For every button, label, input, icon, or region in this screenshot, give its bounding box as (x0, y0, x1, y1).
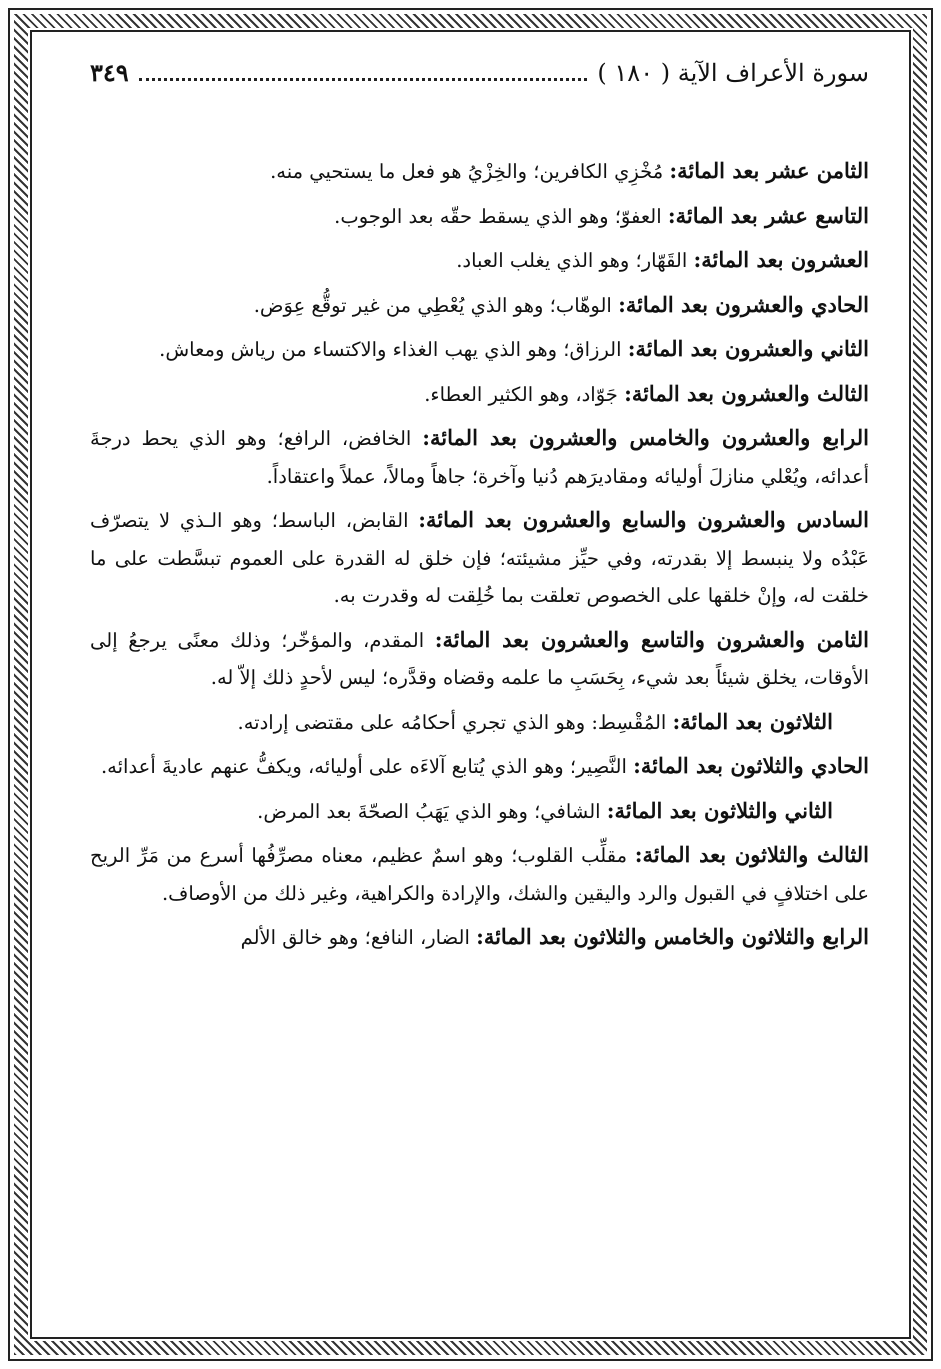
paragraph: الثلاثون بعد المائة: المُقْسِط: وهو الذي تجري أحكامُه على مقتضى إرادته. (237, 708, 833, 734)
paragraph: العشرون بعد المائة: القَهّار؛ وهو الذي يغلب العباد. (456, 247, 869, 272)
paragraph: الحادي والثلاثون بعد المائة: النَّصِير؛ وهو الذي يُتابع آلاءَه على أوليائه، ويكفُّ عنهم عاديةَ أعدائه. (100, 753, 869, 778)
chapter-title: سورة الأعراف الآية ( ١٨٠ ) (597, 59, 869, 87)
paragraph: الثاني والعشرون بعد المائة: الرزاق؛ وهو الذي يهب الغذاء والاكتساء من رياش ومعاش. (159, 336, 869, 361)
body-text (90, 152, 869, 957)
paragraph: التاسع عشر بعد المائة: العفوّ؛ وهو الذي يسقط حقّه بعد الوجوب. (334, 202, 869, 228)
paragraph: السادس والعشرون والسابع والعشرون بعد المائة: القابض، الباسط؛ وهو الـذي لا يتصرّف عَبْدُه ولا ينبسط إلا بقدرته، وفي حيِّز مشيئته؛ فإن خلق له القدرة على العموم تبسَّطت على ما خلقت له، وإنْ خلقها على الخصوص تعلقت بما خُلِقت له وقدرت به. (90, 507, 869, 607)
paragraph: الثالث والعشرون بعد المائة: جَوّاد، وهو الكثير العطاء. (424, 380, 869, 406)
paragraph: الثامن عشر بعد المائة: مُخْزِي الكافرين؛ والخِزْيُ هو فعل ما يستحيي منه. (270, 158, 869, 183)
dotted-leader (139, 64, 588, 81)
paragraph: الثاني والثلاثون بعد المائة: الشافي؛ وهو الذي يَهَبُ الصحّةَ بعد المرض. (257, 797, 833, 823)
book-page (90, 58, 869, 1299)
paragraph: الرابع والعشرون والخامس والعشرون بعد المائة: الخافض، الرافع؛ وهو الذي يحط درجةَ أعدائه، ويُعْلي منازلَ أوليائه ومقاديرَهم دُنيا وآخرة؛ جاهاً ومالاً، عملاً واعتقاداً. (90, 425, 870, 488)
paragraph: الرابع والثلاثون والخامس والثلاثون بعد المائة: الضار، النافع؛ وهو خالق الألم (240, 924, 869, 949)
paragraph: الحادي والعشرون بعد المائة: الوهّاب؛ وهو الذي يُعْطِي من غير توقُّع عِوَض. (253, 291, 869, 317)
page-number: ٣٤٩ (90, 58, 129, 87)
running-header (90, 58, 869, 98)
paragraph: الثامن والعشرون والتاسع والعشرون بعد المائة: المقدم، والمؤخّر؛ وذلك معنًى يرجعُ إلى الأوقات، يخلق شيئاً بعد شيء، بِحَسَبِ ما علمه وقضاه وقدَّره؛ ليس لأحدٍ ذلك إلاّ له. (90, 626, 870, 689)
paragraph: الثالث والثلاثون بعد المائة: مقلِّب القلوب؛ وهو اسمٌ عظيم، معناه مصرِّفُها أسرع من مَرِّ الريح على اختلافٍ في القبول والرد واليقين والشك، والإرادة والكراهية، وغير ذلك من الأوصاف. (90, 842, 869, 905)
